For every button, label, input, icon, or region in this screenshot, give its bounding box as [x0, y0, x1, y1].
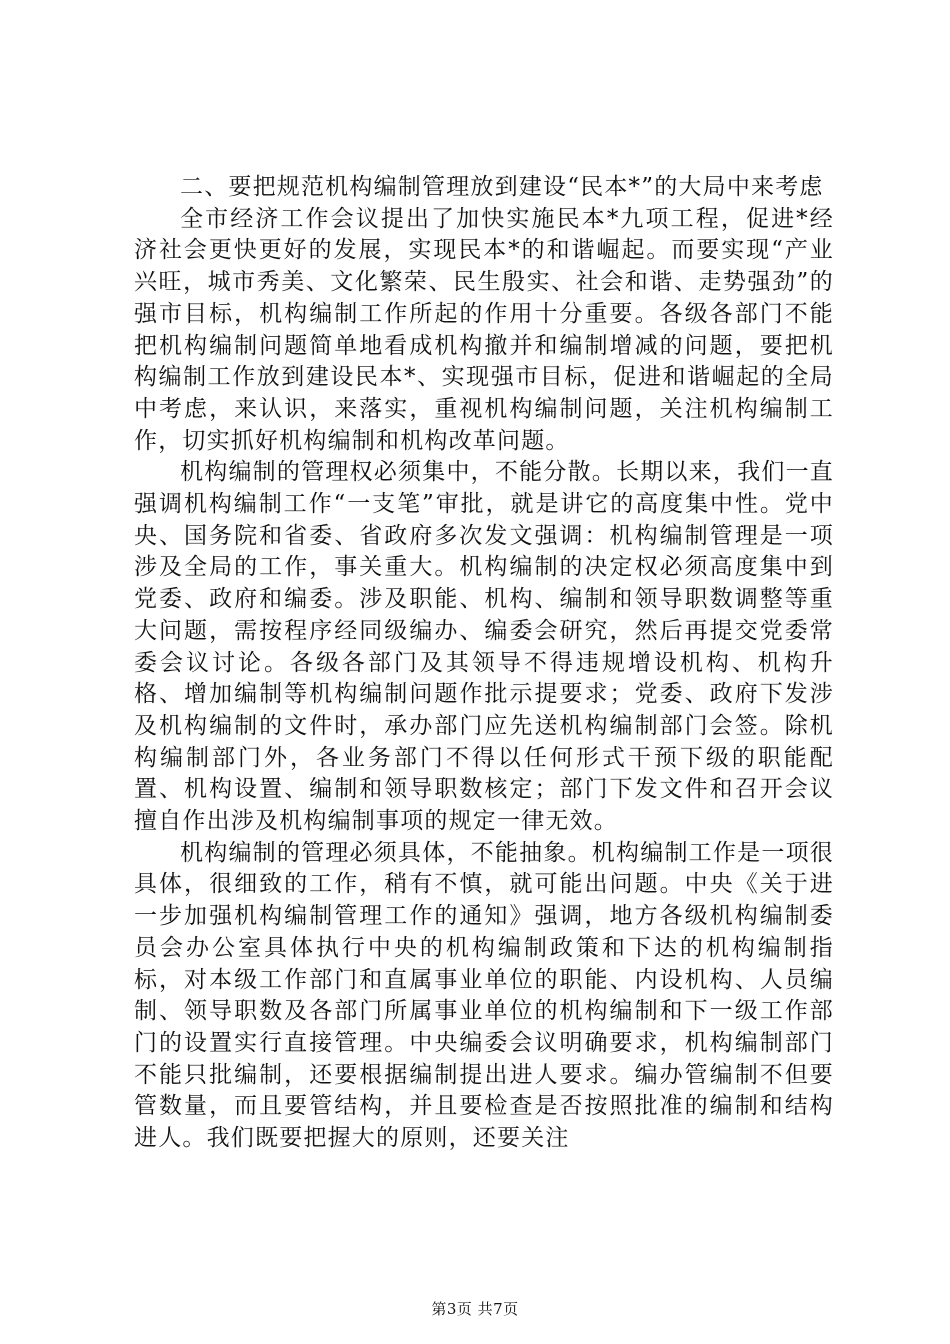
- section-heading: 二、要把规范机构编制管理放到建设“民本*”的大局中来考虑: [180, 174, 824, 200]
- paragraph-3: 机构编制的管理必须具体，不能抽象。机构编制工作是一项很具体，很细致的工作，稍有不慎，就可能出问题。中央《关于进一步加强机构编制管理工作的通知》强调，地方各级机构编制委员会办公室具体执行中央的机构编制政策和下达的机构编制指标，对本级工作部门和直属事业单位的职能、内设机构、人员编制、领导职数及各部门所属事业单位的机构编制和下一级工作部门的设置实行直接管理。中央编委会议明确要求，机构编制部门不能只批编制，还要根据编制提出进人要求。编办管编制不但要管数量，而且要管结构，并且要检查是否按照批准的编制和结构进人。我们既要把握大的原则，还要关注: [134, 839, 834, 1152]
- paragraph-1: 全市经济工作会议提出了加快实施民本*九项工程，促进*经济社会更快更好的发展，实现民本*的和谐崛起。而要实现“产业兴旺，城市秀美、文化繁荣、民生殷实、社会和谐、走势强劲”的强市目标，机构编制工作所起的作用十分重要。各级各部门不能把机构编制问题简单地看成机构撤并和编制增减的问题，要把机构编制工作放到建设民本*、实现强市目标，促进和谐崛起的全局中考虑，来认识，来落实，重视机构编制问题，关注机构编制工作，切实抓好机构编制和机构改革问题。: [134, 205, 834, 454]
- paragraph-2: 机构编制的管理权必须集中，不能分散。长期以来，我们一直强调机构编制工作“一支笔”审批，就是讲它的高度集中性。党中央、国务院和省委、省政府多次发文强调：机构编制管理是一项涉及全局的工作，事关重大。机构编制的决定权必须高度集中到党委、政府和编委。涉及职能、机构、编制和领导职数调整等重大问题，需按程序经同级编办、编委会研究，然后再提交党委常委会议讨论。各级各部门及其领导不得违规增设机构、机构升格、增加编制等机构编制问题作批示提要求；党委、政府下发涉及机构编制的文件时，承办部门应先送机构编制部门会签。除机构编制部门外，各业务部门不得以任何形式干预下级的职能配置、机构设置、编制和领导职数核定；部门下发文件和召开会议擅自作出涉及机构编制事项的规定一律无效。: [134, 459, 834, 835]
- document-body: [134, 172, 834, 1155]
- page-number-footer: 第3页 共7页: [431, 1300, 519, 1318]
